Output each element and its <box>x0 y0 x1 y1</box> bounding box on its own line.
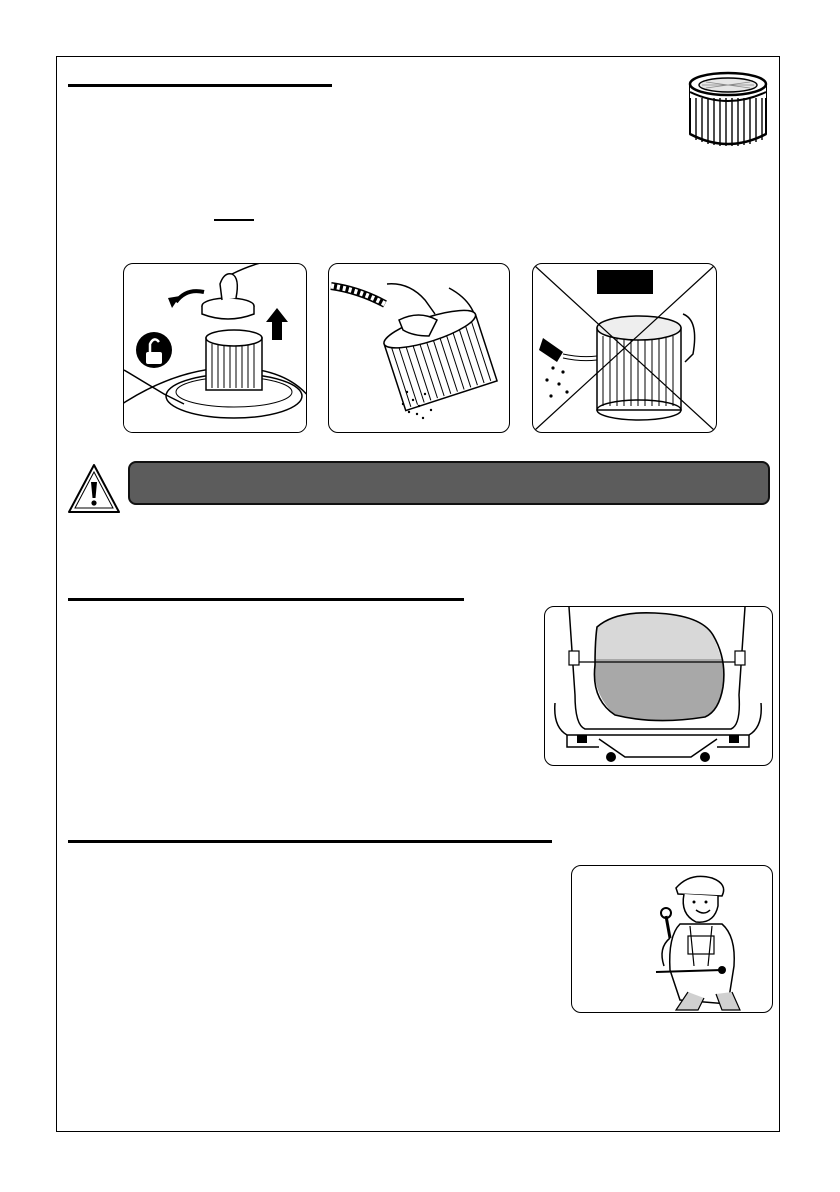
illustration-brush-filter <box>328 263 510 433</box>
section-heading-rule-service <box>68 840 552 843</box>
illustration-tank-fill-level <box>544 606 773 766</box>
illustration-remove-filter <box>123 263 307 433</box>
illustration-no-washing <box>532 263 717 433</box>
section-heading-rule-filter <box>68 84 332 87</box>
emphasis-underline <box>214 219 254 221</box>
prohibition-label <box>597 270 653 294</box>
filter-cartridge-icon <box>686 70 770 150</box>
section-heading-rule-tank <box>68 598 464 601</box>
warning-bar <box>128 461 770 505</box>
illustration-service-mechanic <box>571 865 773 1013</box>
warning-triangle-icon <box>66 462 122 516</box>
